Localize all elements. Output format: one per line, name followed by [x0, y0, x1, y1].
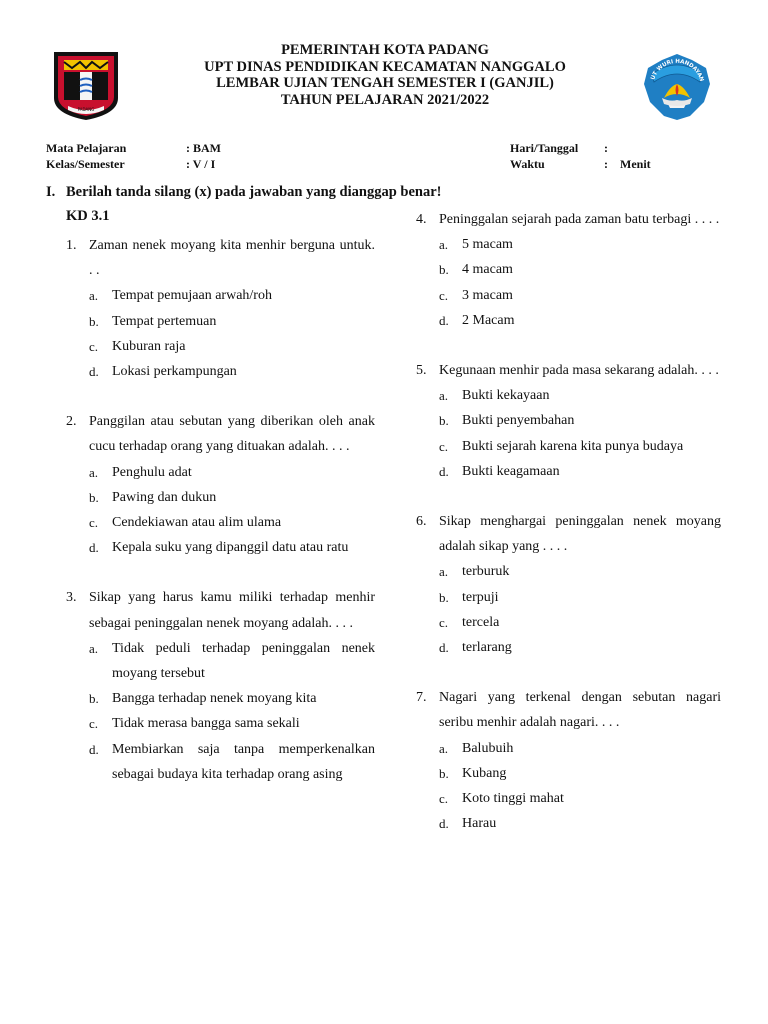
option-text: 2 Macam	[462, 312, 515, 328]
option-text: terburuk	[462, 564, 510, 580]
option-text: Kuburan raja	[112, 338, 186, 354]
question-text: Sikap menghargai peninggalan nenek moyang adalah sikap yang . . . .	[439, 514, 721, 555]
option	[416, 257, 721, 282]
option-letter: d.	[439, 463, 449, 479]
tut-wuri-ribbon-text: UT WURI HANDAYAN	[650, 58, 705, 83]
option-text: Cendekiawan atau alim ulama	[112, 515, 282, 531]
option-letter: d.	[439, 640, 449, 656]
option-letter: d.	[439, 816, 449, 832]
option-letter: d.	[89, 540, 99, 556]
question-number: 1.	[66, 238, 77, 253]
tut-wuri-handayani-emblem	[640, 50, 714, 124]
question-text: Zaman nenek moyang kita menhir berguna untuk. . .	[89, 238, 375, 279]
option-letter: d.	[89, 364, 99, 380]
option-text: terpuji	[462, 589, 499, 605]
question-number: 7.	[416, 690, 427, 706]
option	[416, 736, 721, 761]
info-left	[46, 140, 221, 172]
option-letter: b.	[439, 589, 449, 605]
option-text: Balubuih	[462, 740, 514, 756]
option	[416, 761, 721, 786]
option-letter: b.	[439, 765, 449, 781]
question-text: Kegunaan menhir pada masa sekarang adalah. . . .	[439, 363, 719, 379]
question	[416, 509, 721, 559]
option	[416, 459, 721, 484]
option	[416, 786, 721, 811]
question	[416, 207, 721, 232]
option	[416, 811, 721, 836]
option	[416, 434, 721, 459]
option	[66, 711, 375, 736]
option-letter: b.	[439, 413, 449, 429]
option-letter: b.	[89, 691, 99, 707]
question-text: Panggilan atau sebutan yang diberikan oleh anak cucu terhadap orang yang dituakan adalah. . . .	[89, 414, 375, 455]
option	[416, 283, 721, 308]
option-letter: d.	[89, 741, 99, 757]
option-text: terlarang	[462, 640, 512, 656]
question-number: 2.	[66, 414, 77, 430]
option-letter: c.	[439, 438, 449, 454]
info-date-row	[510, 140, 651, 156]
option-letter: b.	[89, 489, 99, 505]
question	[416, 685, 721, 735]
question-number: 4.	[416, 212, 427, 227]
option-text: Kubang	[462, 765, 507, 781]
left-column	[66, 233, 375, 787]
option-text: Tempat pertemuan	[112, 313, 217, 329]
info-label: Kelas/Semester	[46, 157, 125, 171]
question	[416, 358, 721, 383]
option-text: Harau	[462, 816, 497, 832]
option-text: Bukti keagamaan	[462, 463, 560, 479]
option	[66, 460, 375, 485]
option	[416, 610, 721, 635]
option	[416, 232, 721, 257]
option-text: Tidak peduli terhadap peninggalan nenek moyang tersebut	[112, 640, 375, 682]
option	[416, 559, 721, 584]
option-text: Lokasi perkampungan	[112, 364, 237, 380]
right-column	[416, 207, 721, 836]
option	[66, 636, 375, 686]
info-value: : BAM	[186, 141, 221, 155]
option-letter: a.	[89, 288, 99, 304]
option-text: Tempat pemujaan arwah/roh	[112, 288, 272, 304]
header-line-4: TAHUN PELAJARAN 2021/2022	[280, 91, 490, 108]
section-title	[46, 184, 441, 201]
header-line-2: UPT DINAS PENDIDIKAN KECAMATAN NANGGALO	[204, 58, 566, 75]
section-text: Berilah tanda silang (x) pada jawaban yang dianggap benar!	[66, 184, 442, 200]
question	[66, 585, 375, 635]
option	[66, 485, 375, 510]
info-class-row	[46, 156, 221, 172]
option-letter: c.	[439, 287, 449, 303]
option-letter: a.	[439, 564, 449, 580]
option	[66, 309, 375, 334]
question-number: 6.	[416, 514, 427, 530]
option-text: Bukti kekayaan	[462, 388, 550, 404]
option-letter: a.	[89, 464, 99, 480]
option-letter: c.	[439, 791, 449, 807]
option-text: Tidak merasa bangga sama sekali	[112, 716, 300, 732]
info-right	[510, 140, 651, 172]
option-text: Penghulu adat	[112, 464, 192, 480]
option	[66, 686, 375, 711]
question-text: Peninggalan sejarah pada zaman batu terbagi . . . .	[439, 212, 720, 227]
option	[66, 283, 375, 308]
option-text: Bangga terhadap nenek moyang kita	[112, 691, 317, 707]
kd-label: KD 3.1	[66, 208, 110, 224]
padang-city-emblem	[50, 48, 122, 122]
question	[66, 233, 375, 283]
option	[66, 535, 375, 560]
option-letter: c.	[89, 515, 99, 531]
option-letter: c.	[89, 338, 99, 354]
option-text: Bukti penyembahan	[462, 413, 575, 429]
option	[66, 510, 375, 535]
info-time-row	[510, 156, 651, 172]
option-letter: a.	[439, 237, 449, 253]
info-value: : V / I	[186, 157, 216, 171]
info-label: Waktu	[510, 157, 545, 171]
info-colon: :	[604, 141, 608, 155]
info-colon: :	[604, 157, 608, 171]
question-text: Sikap yang harus kamu miliki terhadap menhir sebagai peninggalan nenek moyang adalah. . . .	[89, 590, 375, 631]
option	[416, 383, 721, 408]
info-label: Mata Pelajaran	[46, 141, 127, 155]
option-text: Bukti sejarah karena kita punya budaya	[462, 438, 684, 454]
question-number: 3.	[66, 590, 77, 606]
option-letter: c.	[439, 614, 449, 630]
info-subject-row	[46, 140, 221, 156]
option-letter: c.	[89, 716, 99, 732]
option-text: Pawing dan dukun	[112, 489, 217, 505]
document-header	[150, 42, 620, 108]
option-text: 4 macam	[462, 262, 513, 278]
info-value: Menit	[620, 157, 651, 171]
option-text: Kepala suku yang dipanggil datu atau ratu	[112, 540, 349, 556]
option	[416, 408, 721, 433]
option-letter: a.	[439, 388, 449, 404]
option-text: Membiarkan saja tanpa memperkenalkan sebagai budaya kita terhadap orang asing	[112, 741, 375, 782]
option-text: Koto tinggi mahat	[462, 791, 564, 807]
option-letter: a.	[439, 740, 449, 756]
section-number: I.	[46, 184, 56, 200]
option-text: 3 macam	[462, 287, 513, 303]
option	[66, 737, 375, 787]
option	[66, 334, 375, 359]
option-letter: d.	[439, 312, 449, 328]
option	[66, 359, 375, 384]
info-label: Hari/Tanggal	[510, 141, 579, 155]
question	[66, 409, 375, 459]
option	[416, 635, 721, 660]
option	[416, 585, 721, 610]
option-letter: b.	[89, 313, 99, 329]
option	[416, 308, 721, 333]
option-text: 5 macam	[462, 237, 513, 253]
header-line-1: PEMERINTAH KOTA PADANG	[281, 42, 489, 58]
padang-ribbon-text: PADANG	[77, 107, 95, 112]
option-letter: b.	[439, 262, 449, 278]
option-letter: a.	[89, 640, 99, 656]
question-text: Nagari yang terkenal dengan sebutan nagari seribu menhir adalah nagari. . . .	[439, 690, 721, 731]
header-line-3: LEMBAR UJIAN TENGAH SEMESTER I (GANJIL)	[216, 75, 554, 91]
question-number: 5.	[416, 363, 427, 379]
option-text: tercela	[462, 614, 500, 630]
